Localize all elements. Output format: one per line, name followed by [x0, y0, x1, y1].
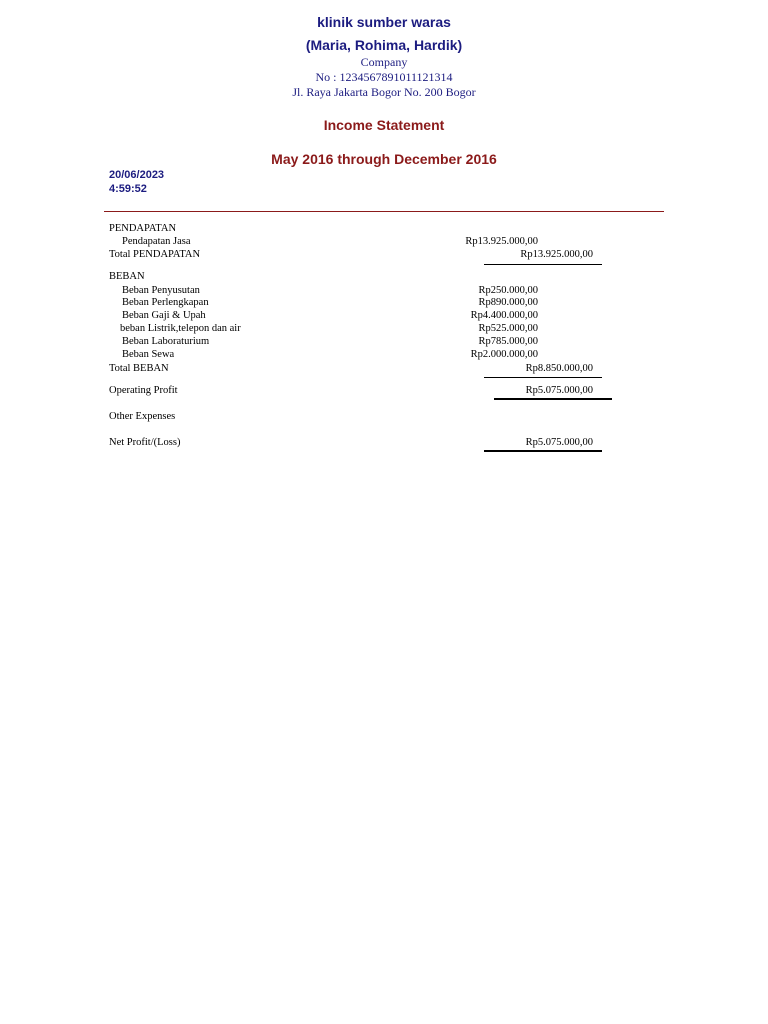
beban-item-amount: Rp525.000,00	[478, 323, 538, 334]
company-label: Company	[360, 55, 408, 69]
total-beban-label: Total BEBAN	[109, 363, 169, 374]
net-profit-label: Net Profit/(Loss)	[109, 437, 181, 448]
beban-item-amount: Rp4.400.000,00	[470, 310, 538, 321]
total-beban-underline	[484, 377, 602, 378]
beban-heading: BEBAN	[109, 271, 145, 282]
beban-item-amount: Rp250.000,00	[478, 285, 538, 296]
beban-item-amount: Rp890.000,00	[478, 297, 538, 308]
beban-item-amount: Rp2.000.000,00	[470, 349, 538, 360]
pendapatan-item-amount: Rp13.925.000,00	[465, 236, 538, 247]
report-period: May 2016 through December 2016	[271, 151, 497, 167]
company-members: (Maria, Rohima, Hardik)	[305, 37, 463, 53]
header-divider	[104, 211, 664, 212]
pendapatan-item-label: Pendapatan Jasa	[122, 236, 191, 247]
operating-profit-underline	[494, 398, 612, 400]
pendapatan-heading: PENDAPATAN	[109, 223, 177, 234]
report-date: 20/06/2023	[109, 169, 165, 181]
beban-item-label: beban Listrik,telepon dan air	[120, 323, 241, 334]
beban-item-label: Beban Sewa	[122, 349, 175, 360]
beban-item-label: Beban Laboraturium	[122, 336, 210, 347]
total-pendapatan-underline	[484, 264, 602, 265]
net-profit-amount: Rp5.075.000,00	[525, 437, 593, 448]
beban-item-label: Beban Gaji & Upah	[122, 310, 206, 321]
report-time: 4:59:52	[109, 183, 147, 195]
beban-item-label: Beban Penyusutan	[122, 285, 200, 296]
operating-profit-amount: Rp5.075.000,00	[525, 385, 593, 396]
report-title: Income Statement	[323, 117, 445, 133]
total-pendapatan-label: Total PENDAPATAN	[109, 249, 201, 260]
beban-item-label: Beban Perlengkapan	[122, 297, 209, 308]
company-number: No : 1234567891011121314	[315, 70, 453, 84]
net-profit-underline	[484, 450, 602, 452]
total-beban-amount: Rp8.850.000,00	[525, 363, 593, 374]
other-expenses-label: Other Expenses	[109, 411, 176, 422]
operating-profit-label: Operating Profit	[109, 385, 178, 396]
company-address: Jl. Raya Jakarta Bogor No. 200 Bogor	[292, 85, 476, 99]
company-name: klinik sumber waras	[317, 14, 451, 30]
beban-item-amount: Rp785.000,00	[478, 336, 538, 347]
total-pendapatan-amount: Rp13.925.000,00	[520, 249, 593, 260]
